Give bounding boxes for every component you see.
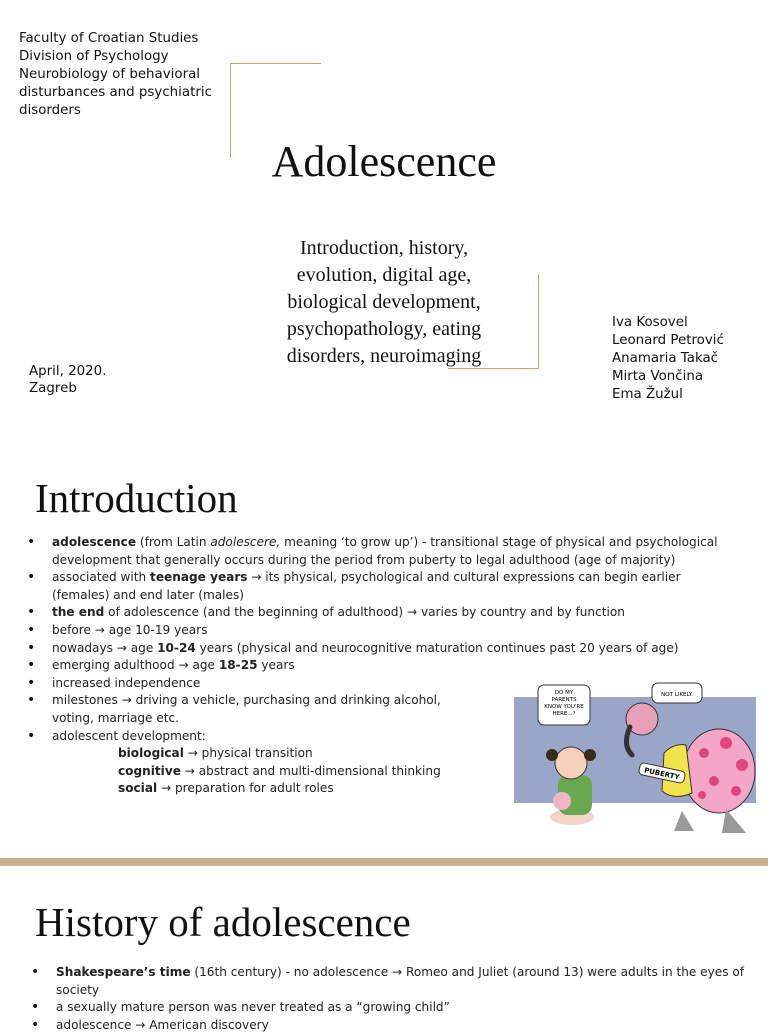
subtitle-line: evolution, digital age,: [296, 264, 472, 286]
latin-term: adolescere,: [210, 535, 281, 549]
bubble-left-line: PARENTS: [551, 697, 577, 703]
text: → physical transition: [183, 746, 313, 761]
term: social: [118, 781, 158, 796]
faculty-line: Neurobiology of behavioral: [19, 67, 201, 82]
term: adolescence: [52, 535, 137, 549]
polka-dot: [736, 759, 748, 771]
slide-heading: Introduction: [35, 475, 238, 521]
list-item: • adolescent development:: [27, 728, 718, 746]
polka-dot: [698, 791, 706, 799]
text: → abstract and multi-dimensional thinking: [180, 763, 441, 778]
polka-dot: [731, 786, 741, 796]
monster-body: [683, 729, 755, 813]
faculty-line: Faculty of Croatian Studies: [19, 31, 199, 46]
text: nowadays → age: [52, 640, 158, 655]
polka-dot: [709, 776, 719, 786]
list-item: [27, 640, 718, 658]
text: (16th century) - no adolescence → Romeo and Juliet (around 13) were adults in the eyes of: [190, 965, 745, 979]
puberty-cartoon: [514, 683, 756, 843]
subtitle-line: psychopathology, eating: [286, 318, 482, 340]
text: → preparation for adult roles: [157, 781, 334, 796]
term: 10-24: [157, 640, 196, 655]
text: voting, marriage etc.: [52, 710, 180, 725]
text: → its physical, psychological and cultural expressions can begin earlier: [247, 570, 681, 585]
list-item: [27, 604, 718, 622]
text: emerging adulthood → age: [52, 658, 219, 673]
girl-pigtail: [546, 749, 558, 761]
term: the end: [52, 605, 105, 620]
slide-heading: History of adolescence: [35, 899, 411, 945]
polka-dot: [699, 748, 709, 758]
list-item: • adolescence → American discovery: [31, 1017, 744, 1034]
author: Mirta Vončina: [612, 369, 704, 384]
author: Leonard Petrović: [612, 333, 724, 348]
text: society: [56, 982, 100, 997]
date-place: [29, 363, 106, 397]
text: development that generally occurs during the period from puberty to legal adulthood (age of majority): [52, 552, 676, 567]
text: meaning ‘to grow up’) - transitional stage of physical and psychological: [280, 535, 718, 549]
list-item: • increased independence: [27, 675, 718, 693]
term: 18-25: [218, 658, 258, 673]
introduction-slide: [0, 456, 768, 858]
doll-icon: [553, 792, 571, 810]
girl-head: [555, 747, 587, 779]
author: Ema Žužul: [612, 387, 683, 402]
term: biological: [118, 746, 184, 761]
term: Shakespeare’s time: [56, 965, 191, 979]
term: cognitive: [118, 763, 181, 778]
place: Zagreb: [29, 381, 77, 396]
subtitle-line: biological development,: [287, 291, 481, 313]
list-item: [27, 657, 718, 675]
bubble-left-line: HERE...?: [552, 711, 576, 717]
faculty-line: Division of Psychology: [19, 49, 169, 64]
list-item: [31, 964, 744, 999]
bubble-left-line: DO MY: [554, 690, 574, 696]
corner-bracket-bottom: [448, 274, 539, 369]
text: (females) and end later (males): [52, 587, 244, 602]
sash-label: PUBERTY: [643, 766, 681, 782]
bubble-left-line: KNOW YOU'RE: [544, 704, 584, 710]
bubble-right-text: NOT LIKELY.: [661, 692, 693, 698]
faculty-line: disorders: [19, 103, 81, 118]
list-item: • before → age 10-19 years: [27, 622, 718, 640]
subtitle-line: disorders, neuroimaging: [286, 345, 482, 367]
subtitle-line: Introduction, history,: [299, 237, 469, 259]
slide-separator: [0, 858, 768, 866]
authors-list: [612, 314, 724, 404]
author: Anamaria Takač: [612, 351, 719, 366]
polka-dot: [720, 737, 732, 749]
title-slide: [0, 0, 768, 455]
text: (from Latin: [136, 535, 211, 549]
presentation-title: Adolescence: [271, 137, 497, 186]
faculty-line: disturbances and psychiatric: [19, 85, 212, 100]
list-item: [27, 534, 718, 569]
text: milestones → driving a vehicle, purchasing and drinking alcohol,: [52, 693, 441, 708]
girl-pigtail: [584, 749, 596, 761]
bullet-list: [31, 964, 744, 1034]
text: years (physical and neurocognitive maturation continues past 20 years of age): [195, 640, 679, 655]
term: teenage years: [150, 570, 248, 585]
date: April, 2020.: [29, 364, 107, 379]
faculty-block: [19, 30, 212, 120]
author: Iva Kosovel: [612, 315, 688, 330]
list-item: [27, 569, 718, 604]
list-item: • a sexually mature person was never treated as a “growing child”: [31, 999, 744, 1017]
text: of adolescence (and the beginning of adulthood) → varies by country and by function: [104, 605, 625, 620]
text: associated with: [52, 570, 151, 585]
history-slide: [0, 866, 768, 1032]
text: years: [257, 658, 295, 673]
